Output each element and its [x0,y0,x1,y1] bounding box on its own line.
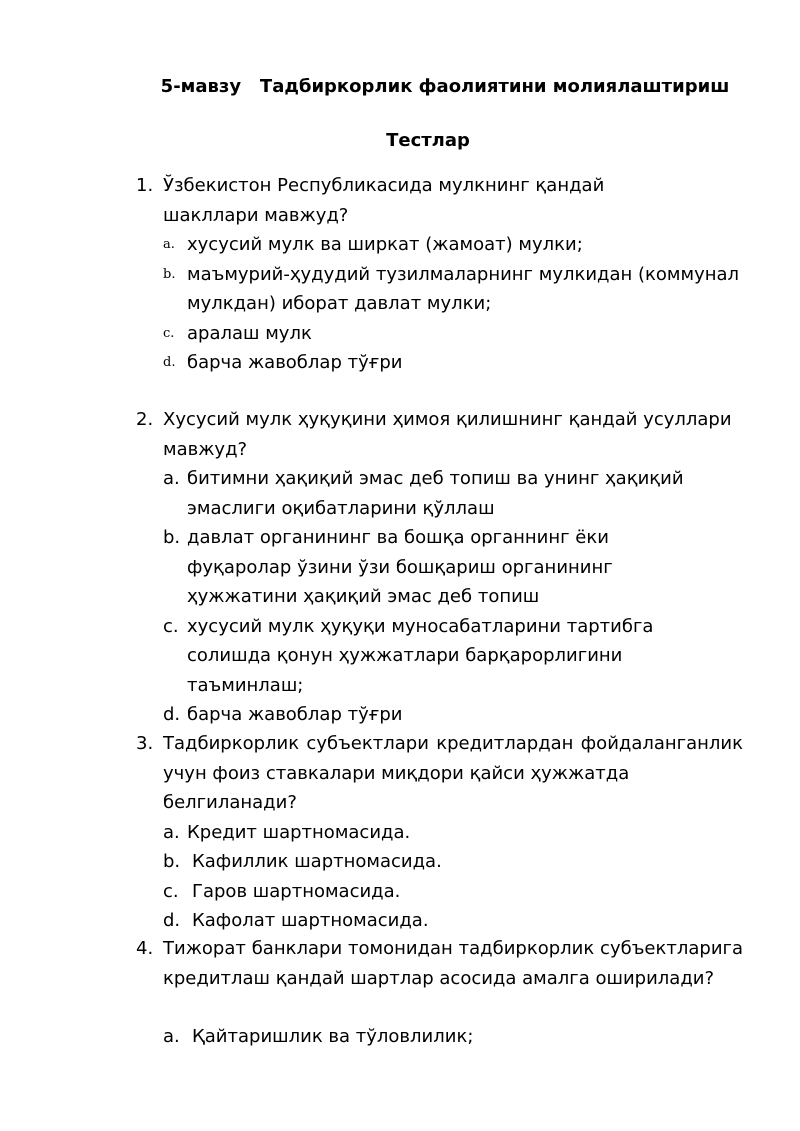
question-1 [136,171,743,378]
question-number: 3. [136,733,154,754]
option-b [163,523,703,612]
option-marker: a. [163,468,180,489]
option-marker: b. [163,527,181,548]
option-list [163,464,703,730]
option-d [163,700,703,730]
question-text-line-1: Тадбиркорлик субъектлари кредитлардан фойдаланганлик [163,733,743,754]
option-marker: c. [163,325,175,341]
option-a [163,230,743,260]
option-text: Қайтаришлик ва тўловлилик; [192,1026,474,1047]
question-text: Хусусий мулк ҳуқуқини ҳимоя қилишнинг қандай усуллари мавжуд? [163,409,732,460]
option-text: битимни ҳақиқий эмас деб топиш ва унинг ҳақиқий эмаслиги оқибатларини қўллаш [187,468,684,519]
option-list [163,230,743,378]
question-text-line-2: учун фоиз ставкалари миқдори қайси ҳужжатда белгиланади? [163,762,630,813]
question-text: Ўзбекистон Республикасида мулкнинг қандай шакллари мавжуд? [163,175,605,226]
option-text: аралаш мулк [187,322,312,344]
option-marker: b. [163,851,181,872]
question-text-line-1: Тижорат банклари томонидан тадбиркорлик субъектларига [163,938,743,959]
option-b [163,847,743,877]
question-3 [136,729,743,936]
option-marker: b. [163,266,176,282]
question-text [163,729,743,818]
option-text: барча жавоблар тўғри [187,352,403,373]
option-marker: a. [163,237,175,252]
option-marker: c. [163,880,179,902]
question-number: 2. [136,409,154,430]
option-list [163,1022,743,1052]
option-a [163,464,703,523]
option-marker: d. [163,704,181,725]
option-c [163,877,743,907]
option-text: Кредит шартномасида. [187,821,411,843]
option-marker: d. [163,355,176,370]
option-text: Кафолат шартномасида. [192,910,429,931]
option-a [163,818,743,848]
option-text: маъмурий-ҳудудий тузилмаларнинг мулкидан (коммунал мулкдан) иборат давлат мулки; [187,263,740,314]
option-text: Кафиллик шартномасида. [192,851,442,872]
option-a [163,1022,743,1052]
question-2 [136,405,743,730]
option-marker: a. [163,821,180,843]
page-subtitle: Тестлар [386,130,470,151]
option-marker: c. [163,615,179,637]
question-text-line-2: кредитлаш қандай шартлар асосида амалга оширилади? [163,967,715,989]
option-c [163,612,703,701]
option-b [163,260,743,319]
option-marker: a. [163,1026,180,1047]
question-4 [136,934,743,1052]
option-text: Гаров шартномасида. [192,880,401,902]
question-number: 1. [136,175,154,196]
option-text: хусусий мулк ва ширкат (жамоат) мулки; [187,234,583,255]
option-marker: d. [163,910,181,931]
option-d [163,906,743,936]
option-d [163,348,743,378]
option-text: хусусий мулк ҳуқуқи муносабатларини тартибга солишда қонун ҳужжатлари барқарорлигини таъминлаш; [187,615,654,696]
option-text: давлат органининг ва бошқа органнинг ёки фуқаролар ўзини ўзи бошқариш органининг ҳужжатини ҳақиқий эмас деб топиш [187,527,613,607]
page-title: 5-мавзу Тадбиркорлик фаолиятини молиялаштириш [160,76,730,97]
question-number: 4. [136,938,154,959]
option-c [163,319,743,349]
question-text [163,934,743,993]
option-list [163,818,743,936]
option-text: барча жавоблар тўғри [187,704,403,725]
